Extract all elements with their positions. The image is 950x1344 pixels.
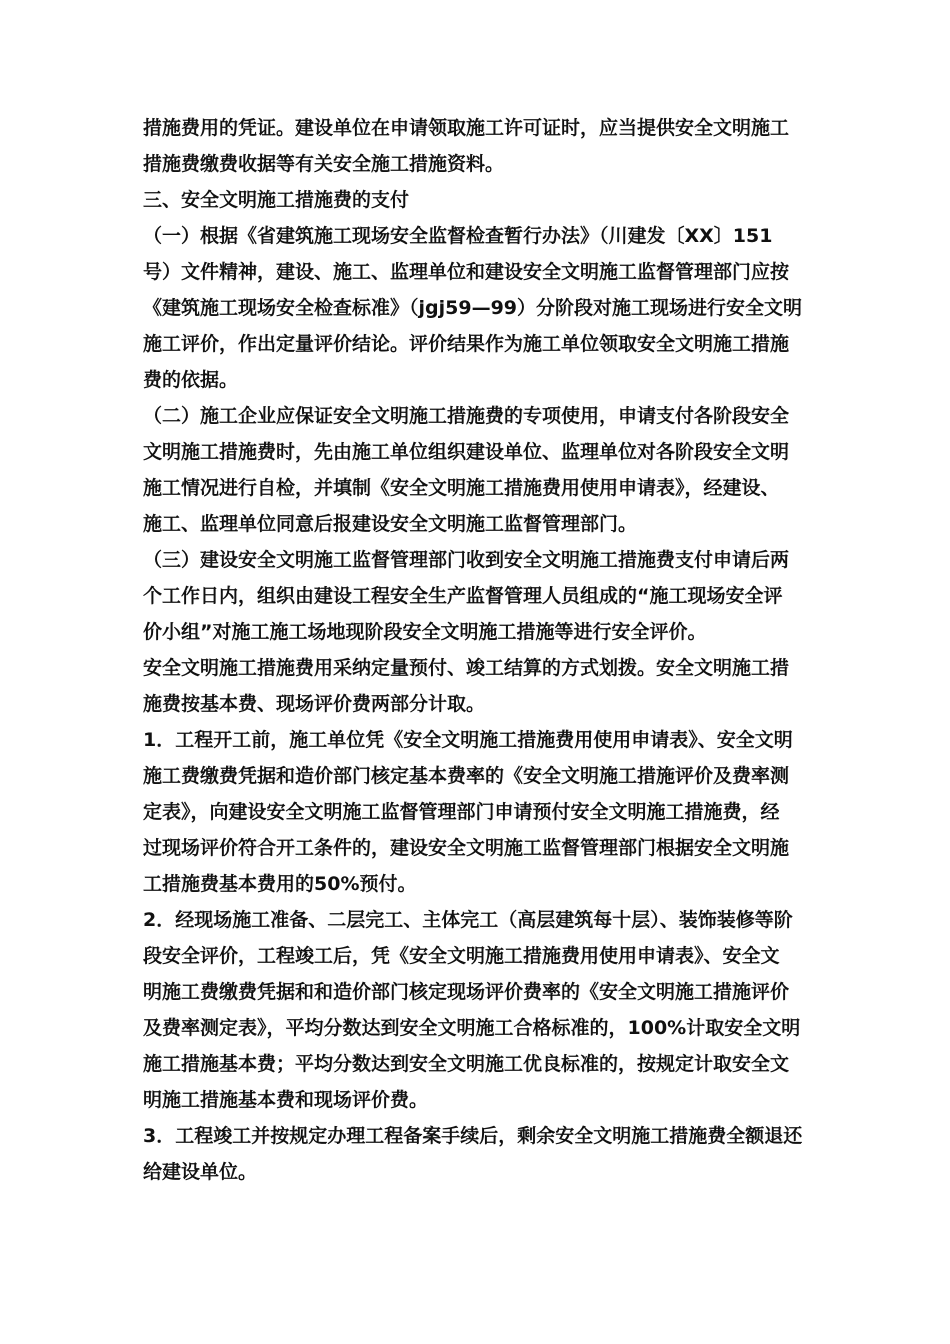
text-line: （一）根据《省建筑施工现场安全监督检查暂行办法》（川建发〔XX〕151 bbox=[143, 225, 773, 247]
text-line: 施工、监理单位同意后报建设安全文明施工监督管理部门。 bbox=[143, 513, 638, 535]
text-line: 费的依据。 bbox=[143, 369, 239, 391]
text-line: 个工作日内，组织由建设工程安全生产监督管理人员组成的“施工现场安全评 bbox=[143, 585, 783, 607]
text-line: 及费率测定表》，平均分数达到安全文明施工合格标准的，100%计取安全文明 bbox=[143, 1017, 801, 1039]
text-line: 工措施费基本费用的50%预付。 bbox=[143, 873, 417, 895]
text-line: 文明施工措施费时，先由施工单位组织建设单位、监理单位对各阶段安全文明 bbox=[143, 441, 790, 463]
text-line: 明施工费缴费凭据和和造价部门核定现场评价费率的《安全文明施工措施评价 bbox=[143, 981, 790, 1003]
text-line: 过现场评价符合开工条件的，建设安全文明施工监督管理部门根据安全文明施 bbox=[143, 837, 790, 859]
text-line: 施费按基本费、现场评价费两部分计取。 bbox=[143, 693, 486, 715]
text-line: 价小组”对施工施工场地现阶段安全文明施工措施等进行安全评价。 bbox=[143, 621, 707, 643]
section-heading: 三、安全文明施工措施费的支付 bbox=[143, 189, 410, 211]
text-line: 段安全评价，工程竣工后，凭《安全文明施工措施费用使用申请表》、安全文 bbox=[143, 945, 780, 967]
text-line: 措施费缴费收据等有关安全施工措施资料。 bbox=[143, 153, 505, 175]
text-line: 定表》，向建设安全文明施工监督管理部门申请预付安全文明施工措施费，经 bbox=[143, 801, 780, 823]
text-line: 施工费缴费凭据和造价部门核定基本费率的《安全文明施工措施评价及费率测 bbox=[143, 765, 790, 787]
text-line: 安全文明施工措施费用采纳定量预付、竣工结算的方式划拨。安全文明施工措 bbox=[143, 657, 790, 679]
text-line: 给建设单位。 bbox=[143, 1161, 258, 1183]
text-line: 号）文件精神，建设、施工、监理单位和建设安全文明施工监督管理部门应按 bbox=[143, 261, 790, 283]
text-line: （二）施工企业应保证安全文明施工措施费的专项使用，申请支付各阶段安全 bbox=[143, 405, 790, 427]
text-line: 《建筑施工现场安全检查标准》（jgj59—99）分阶段对施工现场进行安全文明 bbox=[143, 297, 803, 319]
document-body bbox=[143, 110, 813, 1190]
text-line: 2．经现场施工准备、二层完工、主体完工（高层建筑每十层）、装饰装修等阶 bbox=[143, 909, 793, 931]
text-line: 措施费用的凭证。建设单位在申请领取施工许可证时，应当提供安全文明施工 bbox=[143, 117, 790, 139]
text-line: 明施工措施基本费和现场评价费。 bbox=[143, 1089, 429, 1111]
text-line: 施工措施基本费；平均分数达到安全文明施工优良标准的，按规定计取安全文 bbox=[143, 1053, 790, 1075]
text-line: （三）建设安全文明施工监督管理部门收到安全文明施工措施费支付申请后两 bbox=[143, 549, 790, 571]
text-line: 施工情况进行自检，并填制《安全文明施工措施费用使用申请表》，经建设、 bbox=[143, 477, 780, 499]
text-line: 1．工程开工前，施工单位凭《安全文明施工措施费用使用申请表》、安全文明 bbox=[143, 729, 793, 751]
text-line: 施工评价，作出定量评价结论。评价结果作为施工单位领取安全文明施工措施 bbox=[143, 333, 790, 355]
text-line: 3．工程竣工并按规定办理工程备案手续后，剩余安全文明施工措施费全额退还 bbox=[143, 1125, 803, 1147]
